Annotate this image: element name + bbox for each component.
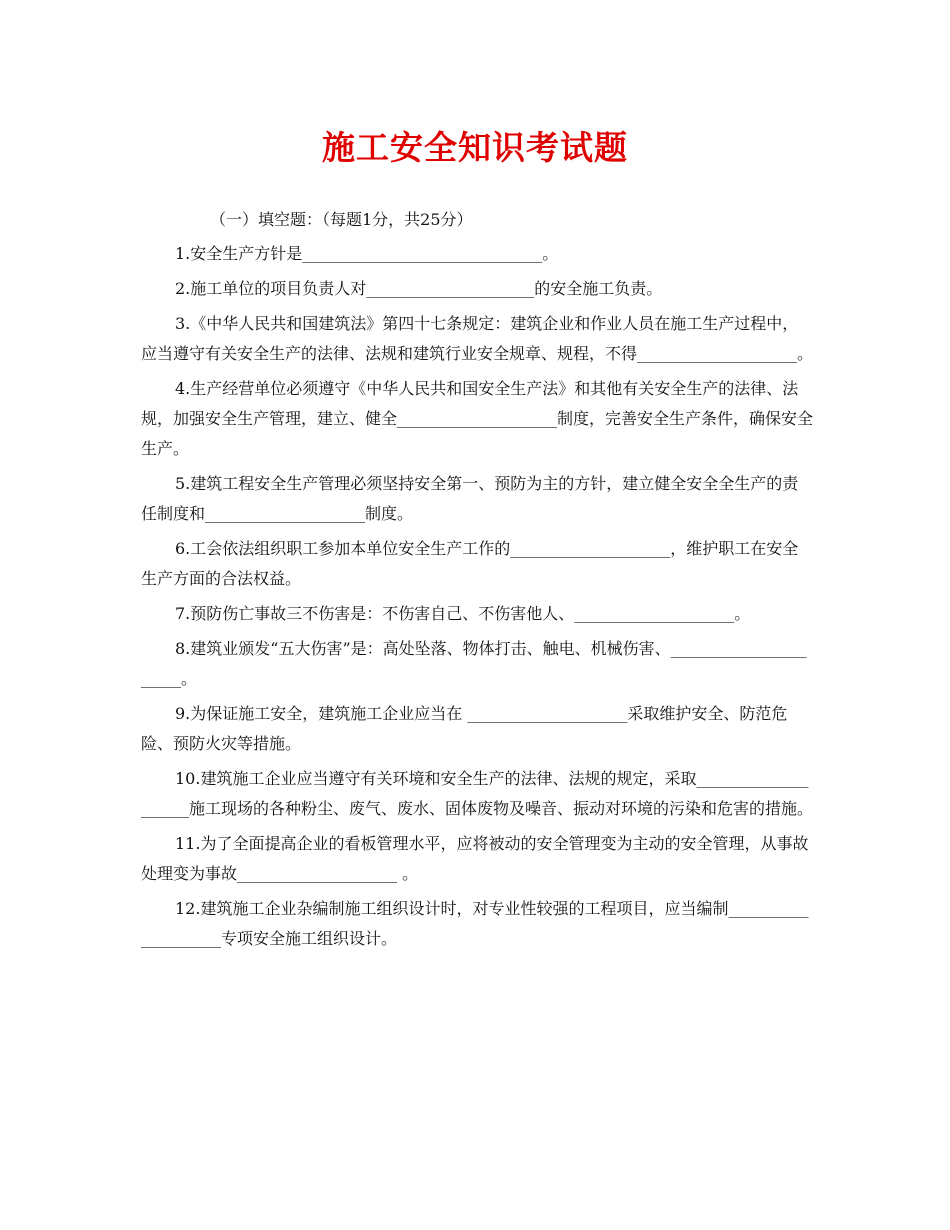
question-5: 5.建筑工程安全生产管理必须坚持安全第一、预防为主的方针，建立健全安全全生产的责任制度和____________________制度。 <box>141 474 799 523</box>
page-title: 施工安全知识考试题 <box>322 128 628 167</box>
question-6: 6.工会依法组织职工参加本单位安全生产工作的____________________，维护职工在安全生产方面的合法权益。 <box>141 539 799 588</box>
question-10: 10.建筑施工企业应当遵守有关环境和安全生产的法律、法规的规定，采取____________________施工现场的各种粉尘、废气、废水、固体废物及噪音、振动对环境的污染和危害的措施。 <box>141 769 814 818</box>
question-11: 11.为了全面提高企业的看板管理水平，应将被动的安全管理变为主动的安全管理，从事故处理变为事故____________________ 。 <box>141 834 809 883</box>
question-8: 8.建筑业颁发“五大伤害”是：高处坠落、物体打击、触电、机械伤害、______________________。 <box>141 639 807 688</box>
question-3: 3.《中华人民共和国建筑法》第四十七条规定：建筑企业和作业人员在施工生产过程中，应当遵守有关安全生产的法律、法规和建筑行业安全规章、规程，不得____________________。 <box>141 314 814 363</box>
question-12: 12.建筑施工企业杂编制施工组织设计时，对专业性较强的工程项目，应当编制____________________专项安全施工组织设计。 <box>141 899 809 948</box>
section-heading: （一）填空题：（每题1分，共25分） <box>210 210 473 229</box>
question-4: 4.生产经营单位必须遵守《中华人民共和国安全生产法》和其他有关安全生产的法律、法规，加强安全生产管理，建立、健全____________________制度，完善安全生产条件，确保安全生产。 <box>141 379 814 458</box>
question-7: 7.预防伤亡事故三不伤害是：不伤害自己、不伤害他人、____________________。 <box>175 604 751 623</box>
question-9: 9.为保证施工安全，建筑施工企业应当在 ____________________采取维护安全、防范危险、预防火灾等措施。 <box>141 704 788 753</box>
question-1: 1.安全生产方针是______________________________。 <box>175 244 559 263</box>
document-body <box>141 205 813 959</box>
question-2: 2.施工单位的项目负责人对_____________________的安全施工负责。 <box>175 279 663 298</box>
